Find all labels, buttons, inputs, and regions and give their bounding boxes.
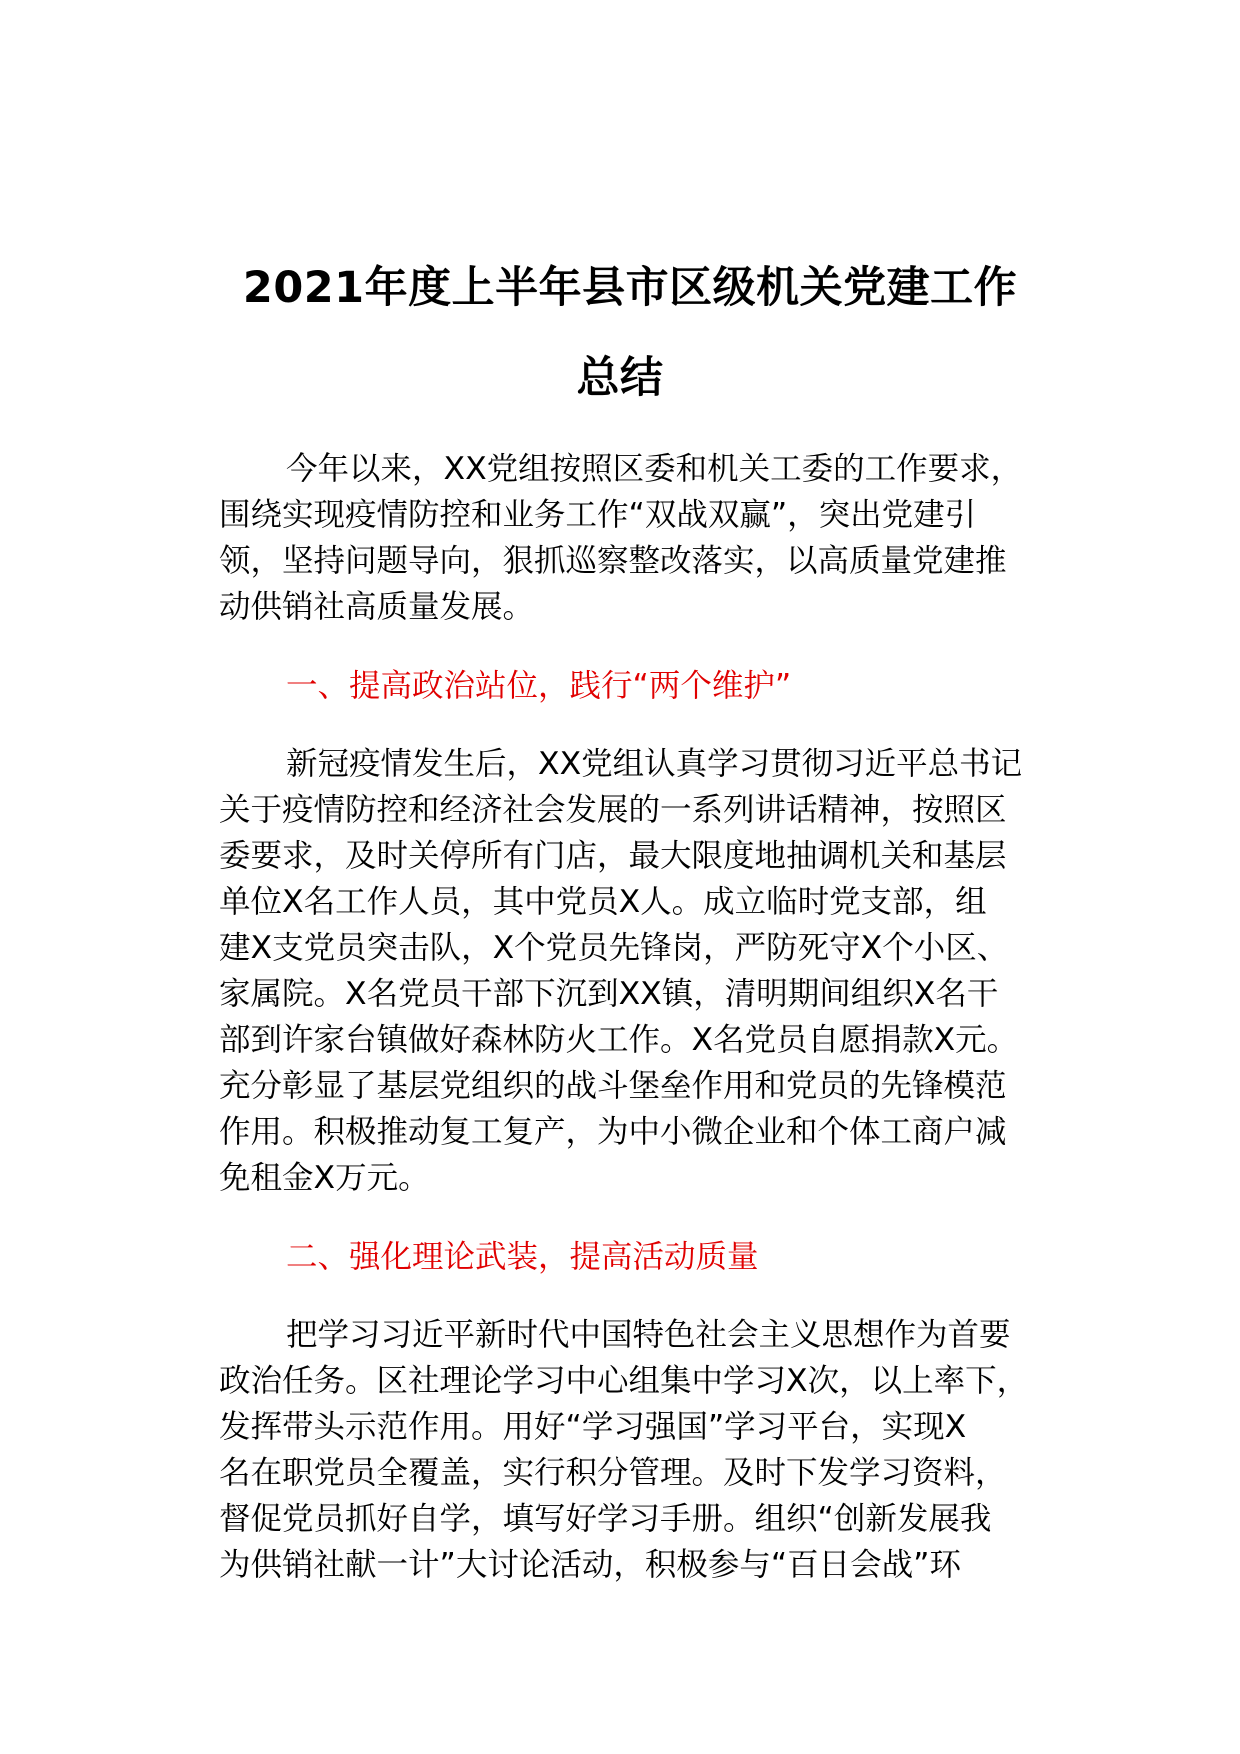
intro-line: 围绕实现疫情防控和业务工作“双战双赢”，突出党建引	[219, 497, 977, 533]
intro-line: 动供销社高质量发展。	[219, 589, 535, 625]
section2-line: 发挥带头示范作用。用好“学习强国”学习平台，实现X	[219, 1409, 967, 1445]
intro-line: 今年以来，XX党组按照区委和机关工委的工作要求，	[286, 451, 1023, 487]
section1-line: 部到许家台镇做好森林防火工作。X名党员自愿捐款X元。	[219, 1022, 1019, 1058]
document-title-line-2: 总结	[576, 353, 664, 403]
intro-line: 领，坚持问题导向，狠抓巡察整改落实，以高质量党建推	[219, 543, 1007, 579]
section1-line: 单位X名工作人员，其中党员X人。成立临时党支部，组	[219, 884, 987, 920]
section1-line: 充分彰显了基层党组织的战斗堡垒作用和党员的先锋模范	[219, 1068, 1007, 1104]
section2-line: 把学习习近平新时代中国特色社会主义思想作为首要	[286, 1317, 1011, 1353]
section2-line: 政治任务。区社理论学习中心组集中学习X次，以上率下，	[219, 1363, 1029, 1399]
section2-line: 督促党员抓好自学，填写好学习手册。组织“创新发展我	[219, 1501, 992, 1537]
section2-line: 为供销社献一计”大讨论活动，积极参与“百日会战”环	[219, 1547, 961, 1583]
section-heading-2: 二、强化理论武装，提高活动质量	[286, 1239, 759, 1275]
document-title-line-1: 2021年度上半年县市区级机关党建工作	[242, 263, 1018, 313]
section1-line: 建X支党员突击队，X个党员先锋岗，严防死守X个小区、	[219, 930, 1009, 966]
section2-line: 名在职党员全覆盖，实行积分管理。及时下发学习资料，	[219, 1455, 1007, 1491]
section1-line: 作用。积极推动复工复产，为中小微企业和个体工商户减	[219, 1114, 1007, 1150]
section1-line: 新冠疫情发生后，XX党组认真学习贯彻习近平总书记	[286, 746, 1023, 782]
section-heading-1: 一、提高政治站位，践行“两个维护”	[286, 668, 792, 704]
section1-line: 委要求，及时关停所有门店，最大限度地抽调机关和基层	[219, 838, 1007, 874]
section1-line: 家属院。X名党员干部下沉到XX镇，清明期间组织X名干	[219, 976, 999, 1012]
section1-line: 关于疫情防控和经济社会发展的一系列讲话精神，按照区	[219, 792, 1007, 828]
section1-line: 免租金X万元。	[219, 1160, 430, 1196]
